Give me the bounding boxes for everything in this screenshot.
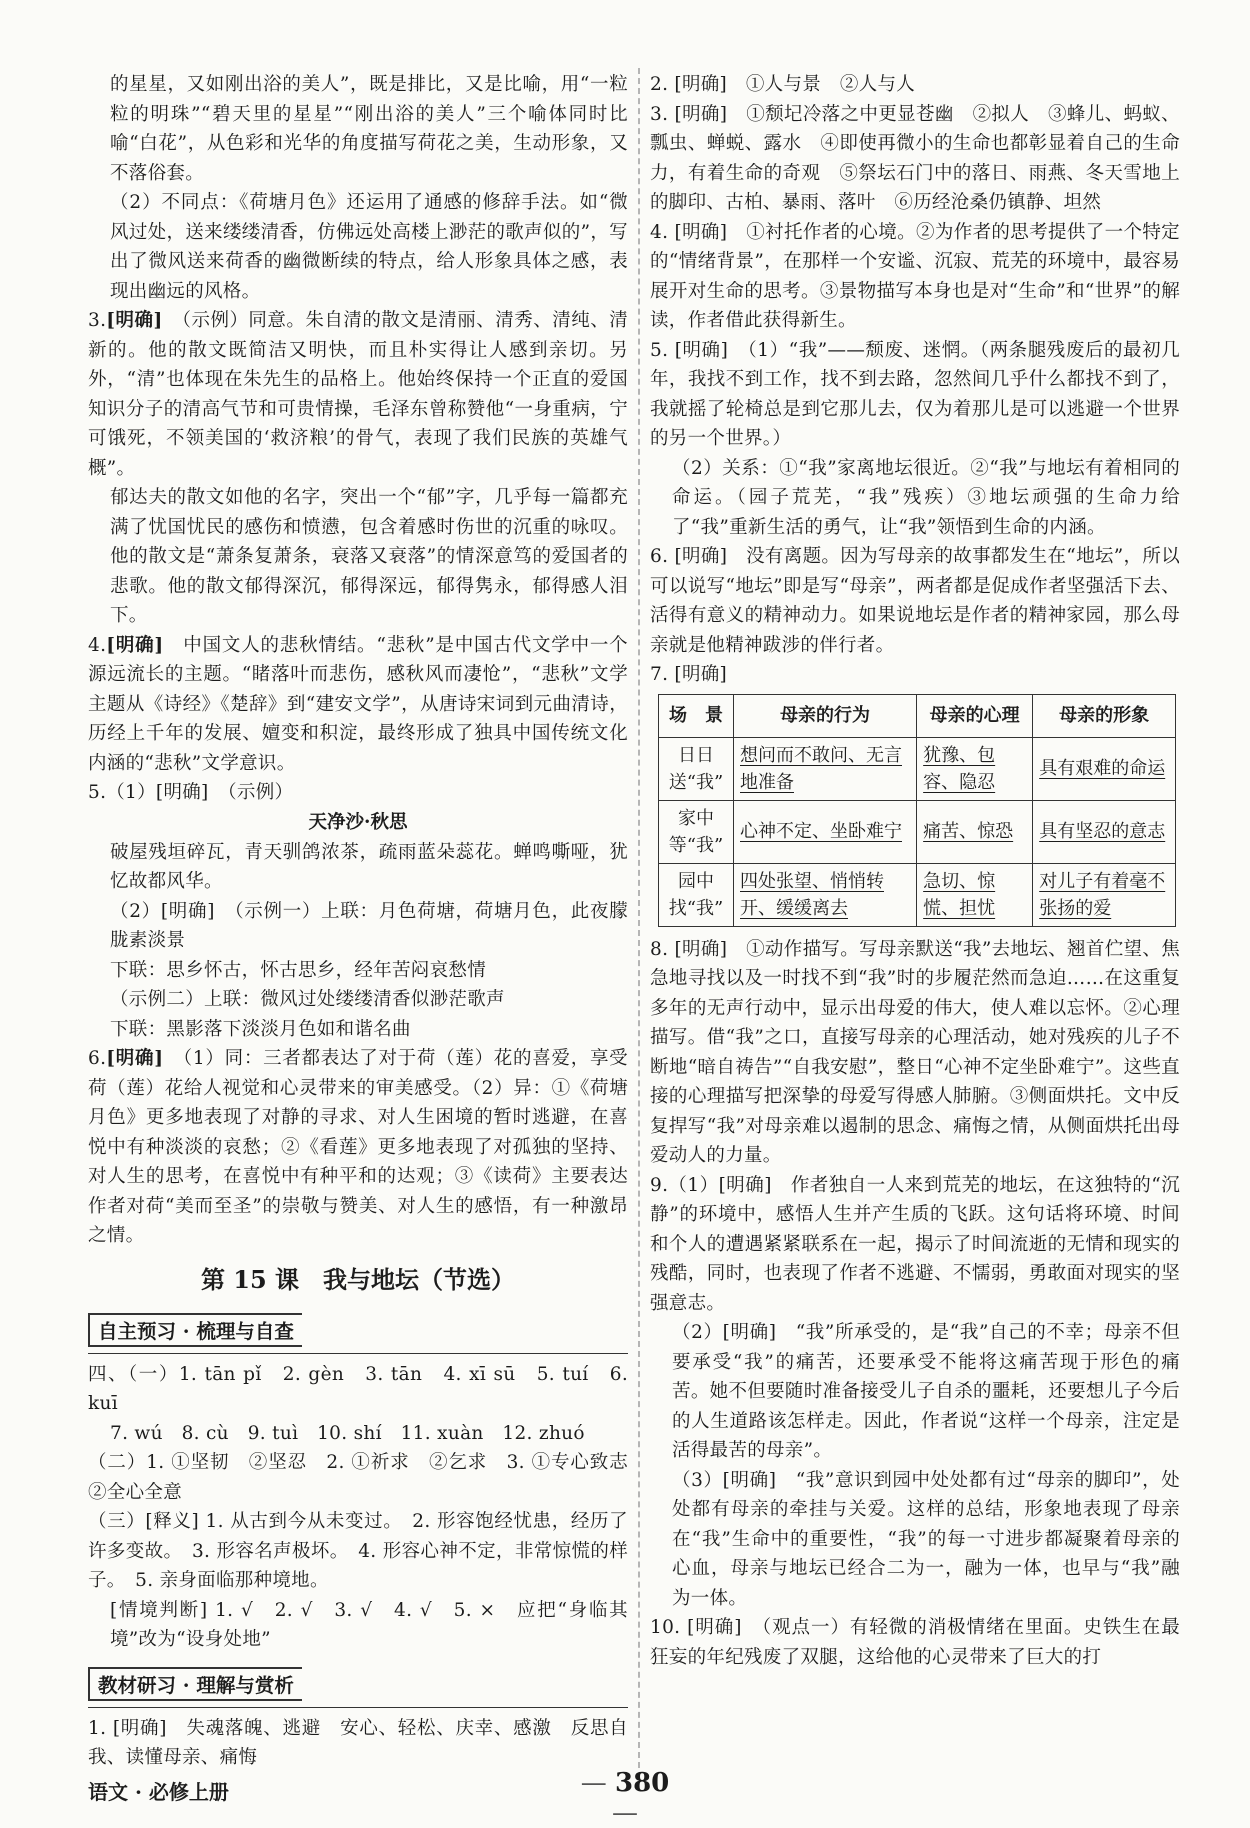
table-row — [659, 863, 1176, 926]
study-line-1: 1. [明确] 失魂落魄、逃避 安心、轻松、庆幸、感激 反思自我、读懂母亲、痛悔 — [88, 1717, 628, 1768]
answer-8: 8. [明确] ①动作描写。写母亲默送“我”去地坛、翘首伫望、焦急地寻找以及一时找不到“我”时的步履茫然而急迫……在这重复多年的无声行动中，显示出母爱的伟大，使人难以忘怀。②心理描写。借“我”之口，直接写母亲的心理活动，她对残疾的儿子不断地“暗自祷告”“自我安慰”，整日“心神不定坐卧难宁”。这些直接的心理描写把深挚的母爱写得感人肺腑。③侧面烘托。文中反复捍写“我”对母亲难以遏制的思念、痛悔之情，从侧面烘托出母爱动人的力量。 — [650, 938, 1180, 1166]
q6-number: 6. — [88, 1048, 107, 1069]
left-column — [88, 70, 647, 1773]
section-label-study: 教材研习 · 理解与赏析 — [88, 1667, 302, 1701]
answer-4: 4. [明确] ①衬托作者的心境。②为作者的思考提供了一个特定的“情绪背景”，在那样一个安谧、沉寂、荒芜的环境中，最容易展开对生命的思考。③景物描写本身也是对“生命”和“世界”的解读，作者借此获得新生。 — [650, 221, 1180, 331]
table-header-cell: 母亲的形象 — [1033, 694, 1176, 737]
section-label-preview: 自主预习 · 梳理与自查 — [88, 1313, 302, 1347]
question-4 — [88, 631, 628, 779]
left-paragraph-2: （2）不同点：《荷塘月色》还运用了通感的修辞手法。如“微风过处，送来缕缕清香，仿佛远处高楼上渺茫的歌声似的”，写出了微风送来荷香的幽微断续的特点，给人形象具体之感，表现出幽远的风格。 — [110, 192, 628, 302]
table-cell: 痛苦、惊恐 — [917, 800, 1033, 863]
answer-7: 7. [明确] — [650, 664, 728, 685]
table-cell: 犹豫、包容、隐忍 — [917, 737, 1033, 800]
question-5-2-head: （2）[明确] （示例一）上联：月色荷塘，荷塘月色，此夜朦胧素淡景 — [110, 900, 628, 951]
question-3 — [88, 306, 628, 483]
table-cell-scene: 家中等“我” — [659, 800, 734, 863]
table-cell: 四处张望、悄悄转开、缓缓离去 — [734, 863, 917, 926]
question-3-continued: 郁达夫的散文如他的名字，突出一个“郁”字，几乎每一篇都充满了忧国忧民的感伤和愤懑，包含着感时伤世的沉重的咏叹。他的散文是“萧条复萧条，衰落又衰落”的情深意笃的爱国者的悲歌。他的散文郁得深沉，郁得深远，郁得隽永，郁得感人泪下。 — [110, 487, 628, 626]
table-row — [659, 800, 1176, 863]
footer-subject: 语文 · 必修上册 — [88, 1780, 229, 1804]
answer-10: 10. [明确] （观点一）有轻微的消极情绪在里面。史铁生在最狂妄的年纪残废了双腿，这给他的心灵带来了巨大的打 — [650, 1617, 1180, 1668]
answer-3: 3. [明确] ①颓圮冷落之中更显苍幽 ②拟人 ③蜂儿、蚂蚁、瓢虫、蝉蜕、露水 ④即使再微小的生命也都彰显着自己的生命力，有着生命的奇观 ⑤祭坛石门中的落日、雨燕、冬天雪地上的脚印、古柏、暴雨、落叶 ⑥历经沧桑仍镇静、坦然 — [650, 103, 1180, 213]
table-cell: 具有坚忍的意志 — [1033, 800, 1176, 863]
page-number-value: 380 — [614, 1768, 670, 1798]
answer-5: 5. [明确] （1）“我”——颓废、迷惘。（两条腿残废后的最初几年，我找不到工作，找不到去路，忽然间几乎什么都找不到了，我就摇了轮椅总是到它那儿去，仅为着那儿是可以逃避一个世界的另一个世界。） — [650, 339, 1180, 449]
page-number-dash-right: — — [612, 1798, 638, 1828]
column-divider — [638, 68, 640, 1768]
answer-2: 2. [明确] ①人与景 ②人与人 — [650, 74, 916, 95]
table-header-cell: 母亲的心理 — [917, 694, 1033, 737]
q6-tag: [明确] — [106, 1048, 164, 1069]
table-cell: 想问而不敢问、无言地准备 — [734, 737, 917, 800]
question-5-2-line4: 下联：黑影落下淡淡月色如和谐名曲 — [110, 1018, 411, 1040]
question-6 — [88, 1044, 628, 1251]
table-header-row — [659, 694, 1176, 737]
answer-9-3: （3）[明确] “我”意识到园中处处都有过“母亲的脚印”，处处都有母亲的牵挂与关爱。这样的总结，形象地表现了母亲在“我”生命中的重要性，“我”的每一寸进步都凝聚着母亲的心血，母亲与地坛已经合二为一，融为一体，也早与“我”融为一体。 — [672, 1469, 1180, 1609]
mother-table — [658, 694, 1176, 927]
table-cell-scene: 园中找“我” — [659, 863, 734, 926]
table-cell-scene: 日日送“我” — [659, 737, 734, 800]
preview-line-5: [情境判断] 1. √ 2. √ 3. √ 4. √ 5. × 应把“身临其境”改为“设身处地” — [110, 1599, 628, 1650]
section-header-study — [88, 1661, 628, 1708]
left-paragraph-1: 的星星，又如刚出浴的美人”，既是排比，又是比喻，用“一粒粒的明珠”“碧天里的星星”“刚出浴的美人”三个喻体同时比喻“白花”，从色彩和光华的角度描写荷花之美，生动形象，又不落俗套。 — [110, 74, 628, 184]
question-5-2-line3: （示例二）上联：微风过处缕缕清香似渺茫歌声 — [110, 989, 505, 1010]
table-header-cell: 母亲的行为 — [734, 694, 917, 737]
poem-body: 破屋残垣碎瓦，青天驯鸽浓茶，疏雨蓝朵蕊花。蝉鸣嘶哑，犹忆故都风华。 — [110, 841, 628, 892]
table-cell: 具有艰难的命运 — [1033, 737, 1176, 800]
q3-number: 3. — [88, 310, 107, 331]
table-header-cell: 场 景 — [659, 694, 734, 737]
answer-9-2: （2）[明确] “我”所承受的，是“我”自己的不幸；母亲不但要承受“我”的痛苦，还要承受不能将这痛苦现于形色的痛苦。她不但要随时准备接受儿子自杀的噩耗，还要想儿子今后的人生道路该怎样走。因此，作者说“这样一个母亲，注定是活得最苦的母亲”。 — [672, 1322, 1180, 1461]
page-number-dash-left: — — [580, 1768, 615, 1798]
q4-tag: [明确] — [106, 634, 164, 656]
question-5-head: 5.（1）[明确] （示例） — [88, 782, 294, 803]
preview-line-1: 四、（一）1. tān pǐ 2. gèn 3. tān 4. xī sū 5. tuí 6. kuī — [88, 1363, 628, 1414]
table-cell: 急切、惊慌、担忧 — [917, 863, 1033, 926]
table-cell: 心神不定、坐卧难宁 — [734, 800, 917, 863]
answer-6: 6. [明确] 没有离题。因为写母亲的故事都发生在“地坛”，所以可以说写“地坛”即是写“母亲”，两者都是促成作者坚强活下去、活得有意义的精神动力。如果说地坛是作者的精神家园，那么母亲就是他精神跋涉的伴行者。 — [650, 546, 1180, 656]
preview-line-3: （二）1. ①坚韧 ②坚忍 2. ①祈求 ②乞求 3. ①专心致志 ②全心全意 — [88, 1452, 647, 1503]
page-number — [570, 1768, 680, 1828]
q4-text: 中国文人的悲秋情结。“悲秋”是中国古代文学中一个源远流长的主题。“睹落叶而悲伤，感秋风而凄怆”，“悲秋”文学主题从《诗经》《楚辞》到“建安文学”，从唐诗宋词到元曲清诗，历经上千年的发展、嬗变和积淀，最终形成了独具中国传统文化内涵的“悲秋”文学意识。 — [88, 634, 628, 774]
answer-9-1: 9.（1）[明确] 作者独自一人来到荒芜的地坛，在这独特的“沉静”的环境中，感悟人生并产生质的飞跃。这句话将环境、时间和个人的遭遇紧紧联系在一起，揭示了时间流逝的无情和现实的残酷，同时，也表现了作者不逃避、不懦弱，勇敢面对现实的坚强意志。 — [650, 1174, 1180, 1314]
lesson-title: 第 15 课 我与地坛（节选） — [200, 1264, 516, 1294]
section-header-preview — [88, 1307, 628, 1354]
poem-title: 天净沙·秋思 — [308, 811, 408, 833]
q4-number: 4. — [88, 634, 107, 656]
preview-line-2: 7. wú 8. cù 9. tuì 10. shí 11. xuàn 12. zhuó — [110, 1422, 585, 1444]
q3-text: （示例）同意。朱自清的散文是清丽、清秀、清纯、清新的。他的散文既简洁又明快，而且朴实得让人感到亲切。另外，“清”也体现在朱先生的品格上。他始终保持一个正直的爱国知识分子的清高气节和可贵情操，毛泽东曾称赞他“一身重病，宁可饿死，不领美国的‘救济粮’的骨气，表现了我们民族的英雄气概”。 — [88, 310, 628, 479]
question-5-2-line2: 下联：思乡怀古，怀古思乡，经年苦闷哀愁情 — [110, 959, 487, 981]
table-row — [659, 737, 1176, 800]
answer-5-2: （2）关系：①“我”家离地坛很近。②“我”与地坛有着相同的命运。（园子荒芜，“我”残疾）③地坛顽强的生命力给了“我”重新生活的勇气，让“我”领悟到生命的内涵。 — [672, 457, 1180, 538]
q3-tag: [明确] — [106, 310, 163, 331]
q6-text: （1）同：三者都表达了对于荷（莲）花的喜爱，享受荷（莲）花给人视觉和心灵带来的审美感受。（2）异：①《荷塘月色》更多地表现了对静的寻求、对人生困境的暂时逃避，在喜悦中有种淡淡的哀愁；②《看莲》更多地表现了对孤独的坚持、对人生的思考，在喜悦中有种平和的达观；③《读荷》主要表达作者对荷“美而至圣”的崇敬与赞美、对人生的感悟，有一种激昂之情。 — [88, 1048, 628, 1246]
preview-line-4: （三）[释义] 1. 从古到今从未变过。 2. 形容饱经忧患，经历了许多变故。 3. 形容名声极坏。 4. 形容心神不定，非常惊慌的样子。 5. 亲身面临那种境地。 — [88, 1511, 628, 1591]
table-cell: 对儿子有着毫不张扬的爱 — [1033, 863, 1176, 926]
right-column — [650, 70, 1180, 1672]
